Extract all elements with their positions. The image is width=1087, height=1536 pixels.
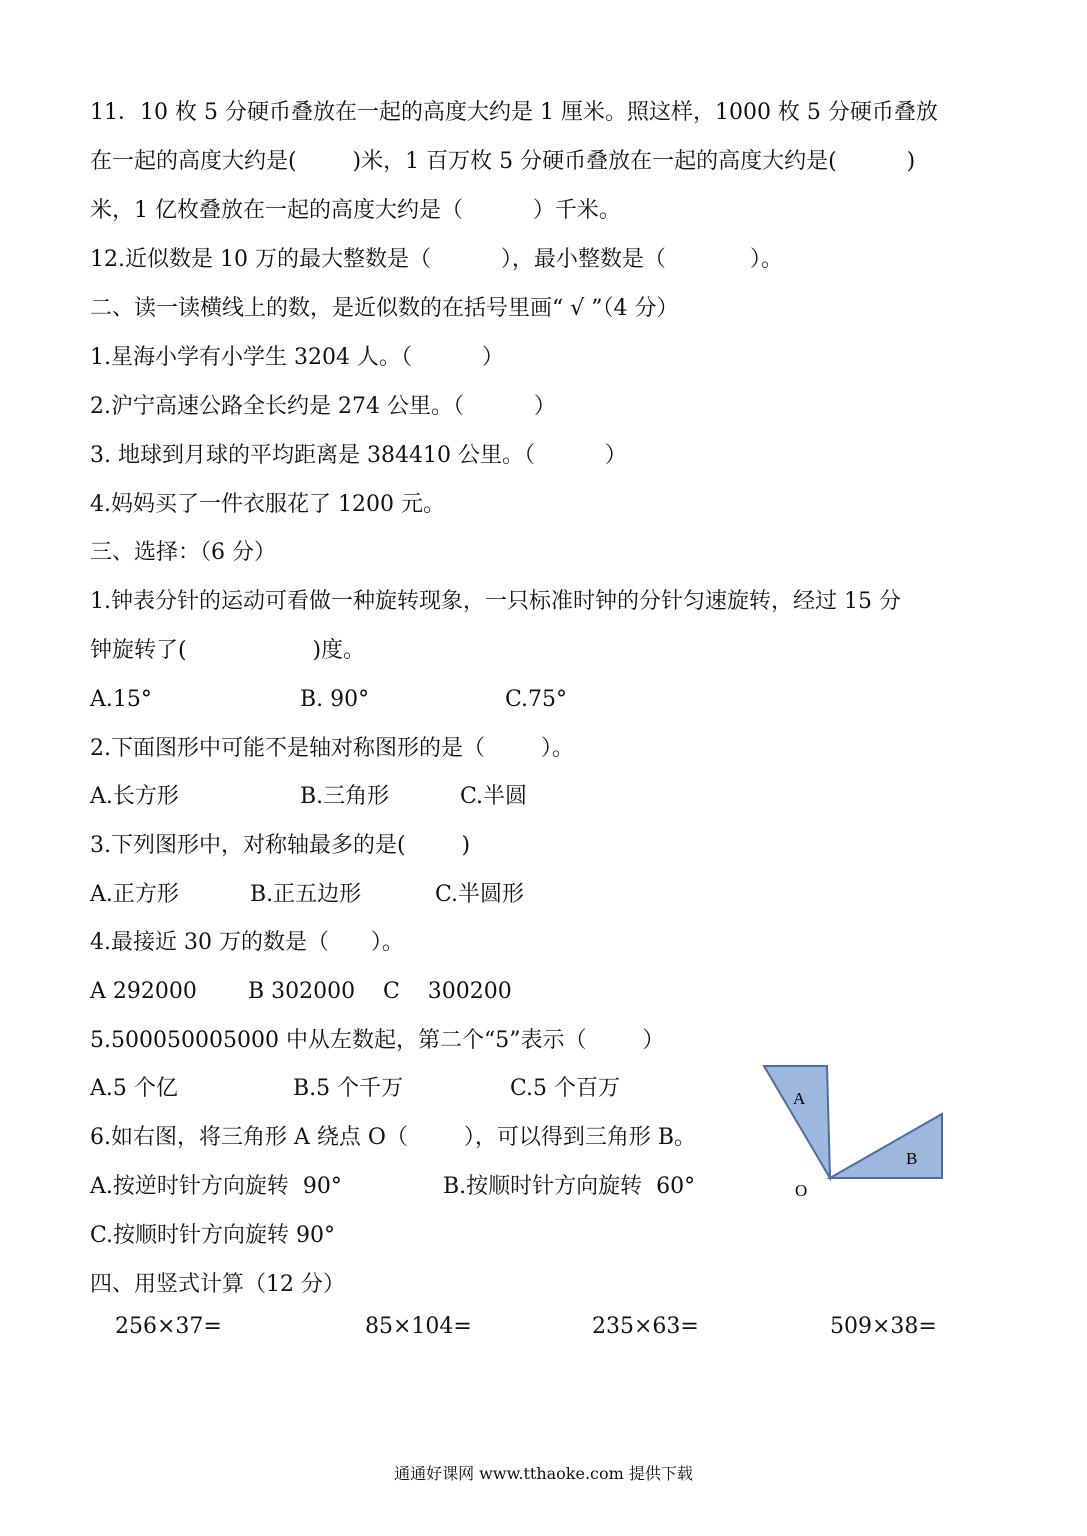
s3-q6-option-b: B.按顺时针方向旋转 60°: [443, 1174, 696, 1199]
calc-problem-2: 85×104=: [365, 1314, 472, 1339]
section-2-item-2: 2.沪宁高速公路全长约是 274 公里。（ ）: [90, 394, 556, 419]
s3-q2-option-c: C.半圆: [460, 784, 528, 809]
s3-q2-option-a: A.长方形: [90, 784, 179, 809]
s3-q1-option-c: C.75°: [505, 687, 568, 712]
page-footer: 通通好课网 www.tthaoke.com 提供下载: [394, 1464, 693, 1483]
point-o-label: O: [795, 1181, 808, 1200]
triangle-b: [830, 1114, 942, 1178]
s3-q4: 4.最接近 30 万的数是（ ）。: [90, 930, 404, 955]
section-2-item-1: 1.星海小学有小学生 3204 人。（ ）: [90, 345, 504, 370]
rotation-figure: [755, 1058, 955, 1208]
s3-q4-option-a: A 292000: [90, 979, 197, 1004]
s3-q2: 2.下面图形中可能不是轴对称图形的是（ ）。: [90, 736, 574, 761]
s3-q2-option-b: B.三角形: [300, 784, 390, 809]
q11-line-1: 11．10 枚 5 分硬币叠放在一起的高度大约是 1 厘米。照这样，1000 枚 5 分硬币叠放: [90, 100, 938, 125]
s3-q3: 3.下列图形中，对称轴最多的是( ): [90, 833, 471, 858]
s3-q5-option-b: B.5 个千万: [293, 1076, 404, 1101]
calc-problem-1: 256×37=: [115, 1314, 222, 1339]
q12: 12.近似数是 10 万的最大整数是（ ），最小整数是（ ）。: [90, 247, 783, 272]
s3-q1-option-b: B. 90°: [300, 687, 370, 712]
s3-q5-option-c: C.5 个百万: [510, 1076, 621, 1101]
triangle-a-label: A: [793, 1089, 806, 1108]
calc-problem-4: 509×38=: [830, 1314, 937, 1339]
s3-q6-option-c: C.按顺时针方向旋转 90°: [90, 1223, 336, 1248]
section-2-item-4: 4.妈妈买了一件衣服花了 1200 元。: [90, 492, 445, 517]
s3-q1-line-1: 1.钟表分针的运动可看做一种旋转现象，一只标准时钟的分针匀速旋转，经过 15 分: [90, 589, 901, 614]
s3-q3-option-a: A.正方形: [90, 882, 179, 907]
s3-q1-option-a: A.15°: [90, 687, 152, 712]
q11-line-3: 米，1 亿枚叠放在一起的高度大约是（ ）千米。: [90, 198, 621, 223]
s3-q4-option-b: B 302000: [248, 979, 356, 1004]
s3-q6: 6.如右图，将三角形 A 绕点 O（ ），可以得到三角形 B。: [90, 1125, 697, 1150]
s3-q3-option-c: C.半圆形: [435, 882, 525, 907]
s3-q3-option-b: B.正五边形: [250, 882, 362, 907]
s3-q5: 5.500050005000 中从左数起，第二个“5”表示（ ）: [90, 1028, 665, 1053]
section-2-heading: 二、读一读横线上的数，是近似数的在括号里画“ √ ”（4 分）: [90, 296, 679, 321]
s3-q5-option-a: A.5 个亿: [90, 1076, 178, 1101]
q11-line-2: 在一起的高度大约是( )米，1 百万枚 5 分硬币叠放在一起的高度大约是( ): [90, 149, 916, 174]
section-3-heading: 三、选择：（6 分）: [90, 540, 276, 565]
section-2-item-3: 3. 地球到月球的平均距离是 384410 公里。（ ）: [90, 443, 627, 468]
triangle-b-label: B: [906, 1149, 918, 1168]
section-4-heading: 四、用竖式计算（12 分）: [90, 1272, 345, 1297]
s3-q1-line-2: 钟旋转了( )度。: [90, 638, 366, 663]
s3-q6-option-a: A.按逆时针方向旋转 90°: [90, 1174, 342, 1199]
triangle-a: [764, 1066, 830, 1178]
s3-q4-option-c: C 300200: [383, 979, 512, 1004]
calc-problem-3: 235×63=: [592, 1314, 699, 1339]
